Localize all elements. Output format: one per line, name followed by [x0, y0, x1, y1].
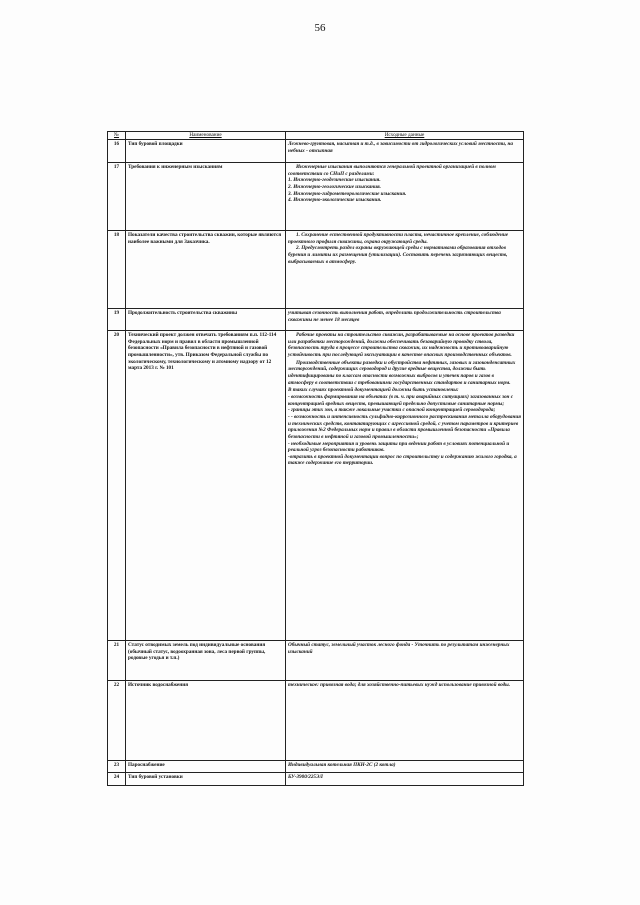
- row-source-data: [286, 761, 524, 773]
- row-name: Тип буровой установки: [126, 773, 286, 786]
- row-source-data: [286, 773, 524, 786]
- source-data-paragraph: 2. Предусмотреть раздел охраны окружающей среды с нормативами образования отходов бурения и лимиты их размещения (утилизации). Составить перечень загрязняющих веществ, выбрасываемых в атмосферу.: [288, 245, 508, 265]
- row-number: 19: [108, 309, 126, 331]
- table-header-row: [108, 132, 524, 140]
- row-name: Требования к инженерным изысканиям: [126, 163, 286, 231]
- source-data-paragraph: 2. Инженерно-геологические изыскания.: [288, 183, 381, 190]
- source-data-paragraph: Рабочие проекты на строительство скважин, разрабатываемые на основе проектов разведки или разработки месторождений, должны обеспечивать безаварийную проводку ствола, безопасность труда в процессе строительства скважин, их надежность и противоаварийную устойчивость при последующей эксплуатации в качестве опасных производственных объектов.: [288, 332, 515, 358]
- row-source-data: [286, 163, 524, 231]
- source-data-paragraph: -отразить в проектной документации вопрос по строительству и содержанию жилого городка, а также содержание его территории.: [288, 453, 517, 467]
- source-data-paragraph: Обычный статус, земельный участок лесного фонда - Уточнить по результатам инженерных изысканий: [288, 642, 510, 655]
- source-data-paragraph: 4. Инженерно-экологические изыскания.: [288, 197, 382, 204]
- source-data-paragraph: учитывая сезонность выполнения работ, определить продолжительность строительства скважины не менее 18 месяцев: [288, 310, 501, 323]
- row-name: Пароснабжение: [126, 761, 286, 773]
- row-number: 17: [108, 163, 126, 231]
- row-name: Технический проект должен отвечать требованиям п.п. 112-114 Федеральных норм и правил в области промышленной безопасности «Правила безопасности в нефтяной и газовой промышленности», утв. Приказом Федеральной службы по экологическому, технологическому и атомному надзору от 12 марта 2013 г. № 101: [126, 331, 286, 641]
- row-source-data: [286, 231, 524, 309]
- source-data-paragraph: 3. Инженерно-гидрометеорологические изыскания.: [288, 190, 407, 197]
- row-number: 22: [108, 681, 126, 761]
- row-number: 18: [108, 231, 126, 309]
- table-row: [108, 231, 524, 309]
- row-name: Источник водоснабжения: [126, 681, 286, 761]
- requirements-table: [107, 131, 524, 786]
- header-source-data: Исходные данные: [286, 132, 524, 140]
- table-row: [108, 140, 524, 163]
- source-data-paragraph: - возможность формирования на объектах (в т. ч. при аварийных ситуациях) загазованных зон с концентрацией вредных веществ, превышающей предельно допустимые санитарные нормы;: [288, 393, 514, 407]
- source-data-paragraph: техническое: привозная вода; для хозяйственно-питьевых нужд использование привозной воды.: [288, 682, 511, 688]
- row-number: 23: [108, 761, 126, 773]
- page-number: 56: [314, 22, 326, 34]
- header-number: №: [108, 132, 126, 140]
- row-name: Статус отводимых земель под индивидуальные основания (обычный статус, водоохранная зона, леса первой группы, родовые угодья и т.п.): [126, 641, 286, 681]
- source-data-paragraph: - - возможность и интенсивность сульфидно-коррозионного растрескивания металла оборудования и технических средств, контактирующих с агрессивной средой, с учетом параметров и критериев приложения №2 Федеральных норм и правил в области промышленной безопасности «Правила безопасности в нефтяной и газовой промышленности»;: [288, 413, 521, 440]
- source-data-paragraph: 1. Сохранение естественной продуктивности пласта, нечастичное крепление, соблюдение проектного профиля скважины, охрана окружающей среды.: [288, 232, 509, 245]
- row-number: 20: [108, 331, 126, 641]
- source-data-paragraph: - границы этих зон, а также локальные участки с опасной концентрацией сероводорода;: [288, 407, 496, 414]
- row-source-data: [286, 681, 524, 761]
- source-data-paragraph: БУ-3900/225ЭЛ: [288, 774, 323, 780]
- row-source-data: [286, 331, 524, 641]
- row-name: Тип буровой площадки: [126, 140, 286, 163]
- row-source-data: [286, 309, 524, 331]
- source-data-paragraph: 1. Инженерно-геодезические изыскания.: [288, 177, 381, 184]
- source-data-paragraph: В таких случаях проектной документацией должны быть установлены:: [288, 387, 459, 394]
- table-row: [108, 681, 524, 761]
- row-number: 24: [108, 773, 126, 786]
- row-name: Продолжительность строительства скважины: [126, 309, 286, 331]
- source-data-paragraph: Лежнево-грунтовая, насыпная и т.д., в зависимости от гидрологических условий местности, на небных - отсыпная: [288, 141, 513, 154]
- table-row: [108, 331, 524, 641]
- table-row: [108, 309, 524, 331]
- table-row: [108, 163, 524, 231]
- header-name: Наименование: [126, 132, 286, 140]
- row-source-data: [286, 140, 524, 163]
- row-number: 21: [108, 641, 126, 681]
- source-data-paragraph: Инженерные изыскания выполняются генеральной проектной организацией в полном соответствии со СНиП с разделами:: [288, 164, 496, 177]
- row-name: Показатели качества строительства скважин, которые являются наиболее важными для Заказчика.: [126, 231, 286, 309]
- source-data-paragraph: Производственные объекты разведки и обустройства нефтяных, газовых и газоконденсатных месторождений, содержащих сероводород и другие вредные вещества, должны быть идентифицированы по классам опасности возможных выбросов и утечек паров и газов в атмосферу в соответствии с требованиями государственных стандартов и санитарных норм.: [288, 359, 516, 386]
- table-row: [108, 761, 524, 773]
- source-data-paragraph: - необходимые мероприятия и уровень защиты при ведении работ в условиях потенциальной и реальной угроз безопасности работников.: [288, 440, 510, 454]
- row-number: 16: [108, 140, 126, 163]
- row-source-data: [286, 641, 524, 681]
- table-body: [108, 140, 524, 786]
- table-row: [108, 641, 524, 681]
- source-data-paragraph: Индивидуальная котельная ПКН-2С (2 котла): [288, 762, 396, 768]
- table-row: [108, 773, 524, 786]
